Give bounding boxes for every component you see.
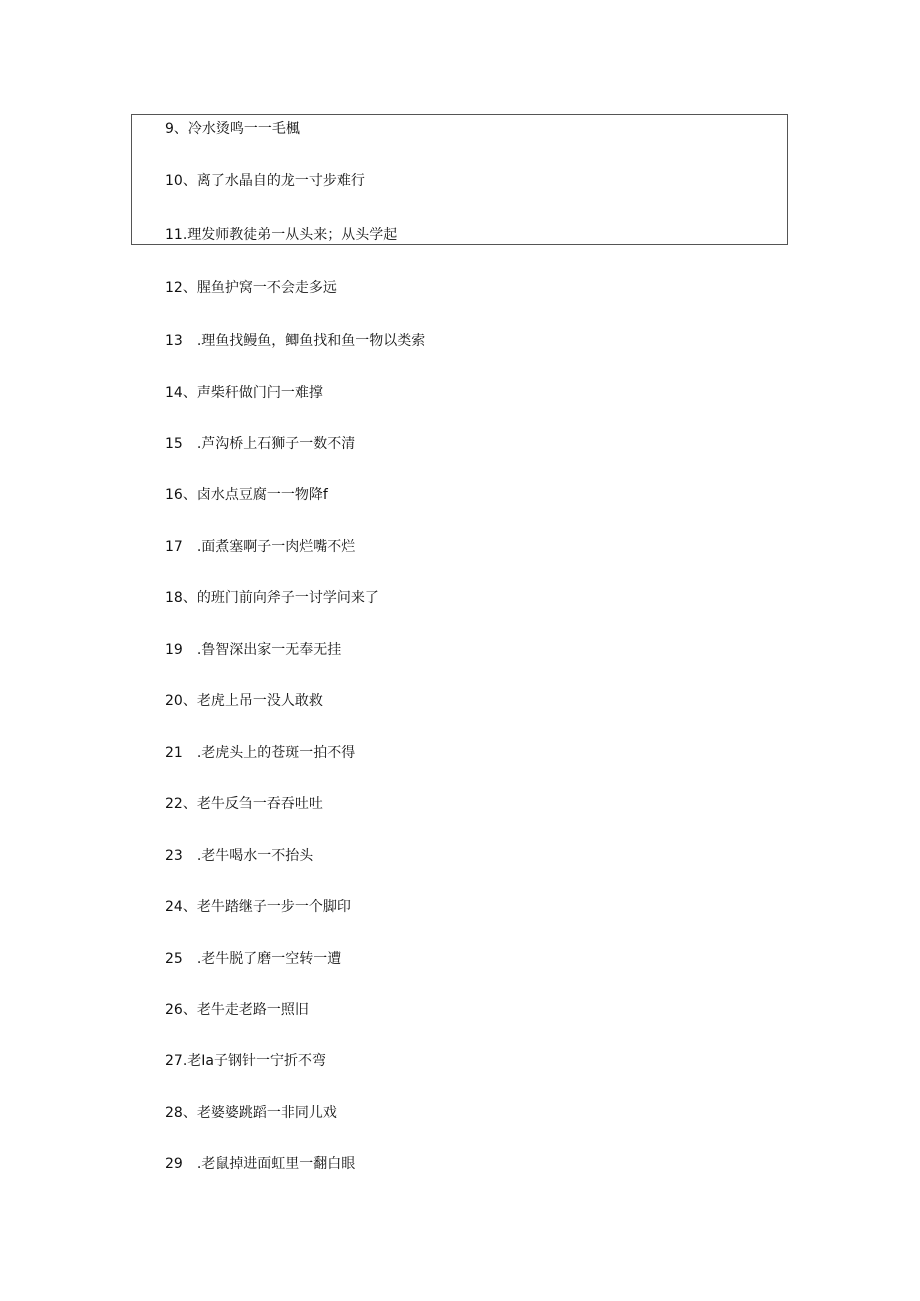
list-item: 28、老婆婆跳蹈一非同儿戏 bbox=[165, 1105, 337, 1121]
list-item: 23 .老牛喝水一不抬头 bbox=[165, 848, 314, 864]
list-item: 9、冷水烫鸣一一毛楓 bbox=[165, 121, 300, 137]
list-item: 19 .鲁智深出家一无奉无挂 bbox=[165, 642, 342, 658]
list-item: 20、老虎上吊一没人敢救 bbox=[165, 693, 323, 709]
list-item: 17 .面煮塞啊子一肉烂嘴不烂 bbox=[165, 539, 356, 555]
list-item: 12、腥鱼护窝一不会走多远 bbox=[165, 280, 337, 296]
list-item: 18、的班门前向斧子一讨学问来了 bbox=[165, 590, 379, 606]
list-item: 24、老牛踏继子一步一个脚印 bbox=[165, 899, 351, 915]
list-item: 10、离了水晶自的龙一寸步难行 bbox=[165, 173, 365, 189]
list-item: 22、老牛反刍一吞吞吐吐 bbox=[165, 796, 323, 812]
list-item: 29 .老鼠掉进面虹里一翻白眼 bbox=[165, 1156, 356, 1172]
list-item: 16、卤水点豆腐一一物降f bbox=[165, 487, 328, 503]
list-item: 14、声柴秆做门闩一难撑 bbox=[165, 385, 323, 401]
list-item: 13 .理鱼找鳗鱼，鲫鱼找和鱼一物以类索 bbox=[165, 333, 426, 349]
list-item: 11.理发师教徒弟一从头来；从头学起 bbox=[165, 227, 398, 243]
list-item: 27.老Ia子钢针一宁折不弯 bbox=[165, 1053, 326, 1069]
list-item: 26、老牛走老路一照旧 bbox=[165, 1002, 309, 1018]
list-item: 25 .老牛脱了磨一空转一遭 bbox=[165, 951, 342, 967]
list-item: 15 .芦沟桥上石狮子一数不清 bbox=[165, 436, 356, 452]
list-item: 21 .老虎头上的苍斑一拍不得 bbox=[165, 745, 356, 761]
